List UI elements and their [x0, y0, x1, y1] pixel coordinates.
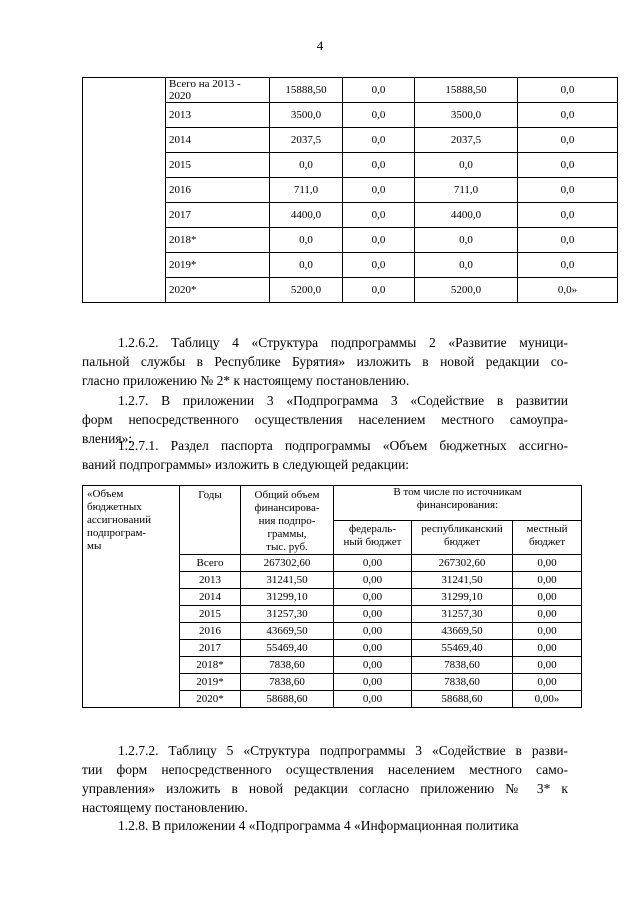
table1-value-cell: 0,0: [415, 253, 518, 278]
table2-year-cell: 2014: [180, 589, 241, 606]
text-line: 1.2.8. В приложении 4 «Подпрограмма 4 «Информационная политика: [118, 818, 519, 833]
table2-total-cell: 58688,60: [241, 691, 334, 708]
funding-table-subprogram-2: [82, 77, 618, 303]
table1-year-cell: 2015: [166, 153, 270, 178]
text-line: настоящему постановлению.: [82, 800, 248, 815]
table2-federal-cell: 0,00: [334, 589, 412, 606]
text-line: гласно приложению № 2* к настоящему постановлению.: [82, 373, 410, 388]
text-line: пальной службы в Республике Бурятия» изложить в новой редакции со-: [82, 354, 568, 369]
table2-federal-cell: 0,00: [334, 657, 412, 674]
table2-header-row: [83, 486, 582, 521]
table1-row: [83, 78, 618, 103]
table1-value-cell: 4400,0: [270, 203, 343, 228]
table2-republic-cell: 7838,60: [412, 674, 513, 691]
header-republic: республиканский бюджет: [412, 520, 513, 555]
table1-value-cell: 0,0: [518, 128, 618, 153]
table1-value-cell: 0,0: [343, 228, 415, 253]
header-local: местный бюджет: [513, 520, 582, 555]
table1-value-cell: 15888,50: [415, 78, 518, 103]
table1-value-cell: 3500,0: [270, 103, 343, 128]
table2-federal-cell: 0,00: [334, 674, 412, 691]
paragraph-1-2-8: [82, 816, 568, 835]
text-line: 1.2.7.1. Раздел паспорта подпрограммы «Объем бюджетных ассигно-: [118, 438, 568, 453]
table1-value-cell: 5200,0: [415, 278, 518, 303]
table2-total-cell: 7838,60: [241, 657, 334, 674]
table2-total-cell: 267302,60: [241, 555, 334, 572]
table2-federal-cell: 0,00: [334, 640, 412, 657]
table2-federal-cell: 0,00: [334, 691, 412, 708]
table2-total-cell: 31299,10: [241, 589, 334, 606]
table2-year-cell: 2017: [180, 640, 241, 657]
table2-republic-cell: 43669,50: [412, 623, 513, 640]
page-number: 4: [316, 38, 324, 53]
table1-value-cell: 0,0: [343, 128, 415, 153]
text-line: вления»:: [82, 431, 133, 446]
table2-local-cell: 0,00: [513, 606, 582, 623]
table2-year-cell: 2019*: [180, 674, 241, 691]
section-label-cell: «Объем бюджетных ассигнований подпрограм- мы: [83, 486, 180, 708]
header-years: Годы: [180, 486, 241, 555]
table2-year-cell: 2020*: [180, 691, 241, 708]
table2-year-cell: 2016: [180, 623, 241, 640]
text-line: форм непосредственного осуществления населением местного самоупра-: [82, 412, 568, 427]
table1-value-cell: 4400,0: [415, 203, 518, 228]
table2-republic-cell: 55469,40: [412, 640, 513, 657]
header-total: Общий объем финансирова- ния подпро- граммы, тыс. руб.: [241, 486, 334, 555]
table1-year-cell: 2018*: [166, 228, 270, 253]
table1-value-cell: 0,0: [343, 178, 415, 203]
table2-total-cell: 31241,50: [241, 572, 334, 589]
table1-value-cell: 0,0: [415, 228, 518, 253]
table2-local-cell: 0,00: [513, 640, 582, 657]
table2-total-cell: 7838,60: [241, 674, 334, 691]
table2-federal-cell: 0,00: [334, 606, 412, 623]
paragraph-1-2-7-1: [82, 436, 568, 474]
table1-blank-cell: [83, 78, 166, 303]
table2-local-cell: 0,00: [513, 623, 582, 640]
table2-total-cell: 31257,30: [241, 606, 334, 623]
table1-year-cell: 2019*: [166, 253, 270, 278]
table1-value-cell: 0,0: [518, 153, 618, 178]
text-line: 1.2.7.2. Таблицу 5 «Структура подпрограммы 3 «Содействие в разви-: [118, 743, 568, 758]
table1-value-cell: 711,0: [415, 178, 518, 203]
table1-value-cell: 5200,0: [270, 278, 343, 303]
table1-value-cell: 15888,50: [270, 78, 343, 103]
table2-total-cell: 43669,50: [241, 623, 334, 640]
table2-republic-cell: 58688,60: [412, 691, 513, 708]
table1-value-cell: 0,0: [270, 228, 343, 253]
paragraph-1-2-7-2: [82, 741, 568, 817]
table1-value-cell: 0,0: [518, 178, 618, 203]
table2-local-cell: 0,00: [513, 674, 582, 691]
table2-year-cell: 2015: [180, 606, 241, 623]
table1-value-cell: 0,0: [518, 228, 618, 253]
table2-republic-cell: 7838,60: [412, 657, 513, 674]
table1-year-cell: Всего на 2013 - 2020: [166, 78, 270, 103]
table1-value-cell: 0,0: [343, 103, 415, 128]
table2-year-cell: Всего: [180, 555, 241, 572]
table2-republic-cell: 31241,50: [412, 572, 513, 589]
table2-republic-cell: 31299,10: [412, 589, 513, 606]
table1-value-cell: 0,0: [270, 153, 343, 178]
table1-year-cell: 2017: [166, 203, 270, 228]
table2-local-cell: 0,00: [513, 657, 582, 674]
table1-value-cell: 0,0: [343, 253, 415, 278]
table2-local-cell: 0,00: [513, 589, 582, 606]
table1-year-cell: 2013: [166, 103, 270, 128]
table2-year-cell: 2013: [180, 572, 241, 589]
table1-value-cell: 711,0: [270, 178, 343, 203]
table2-federal-cell: 0,00: [334, 555, 412, 572]
table2-federal-cell: 0,00: [334, 572, 412, 589]
table1-value-cell: 0,0: [518, 253, 618, 278]
text-line: 1.2.6.2. Таблицу 4 «Структура подпрограммы 2 «Развитие муници-: [118, 335, 568, 350]
table1-value-cell: 0,0: [343, 153, 415, 178]
text-line: 1.2.7. В приложении 3 «Подпрограмма 3 «Содействие в развитии: [118, 393, 568, 408]
text-line: ваний подпрограммы» изложить в следующей редакции:: [82, 457, 410, 472]
text-line: тии форм непосредственного осуществления населением местного само-: [82, 762, 568, 777]
table2-local-cell: 0,00: [513, 572, 582, 589]
header-federal: федераль- ный бюджет: [334, 520, 412, 555]
table1-value-cell: 2037,5: [270, 128, 343, 153]
table1-year-cell: 2014: [166, 128, 270, 153]
table1-value-cell: 0,0: [343, 278, 415, 303]
header-sources: В том числе по источникам финансирования:: [334, 486, 582, 521]
table1-value-cell: 0,0: [518, 203, 618, 228]
table1-value-cell: 0,0: [270, 253, 343, 278]
funding-table-subprogram-3: [82, 485, 582, 708]
table2-local-cell: 0,00: [513, 555, 582, 572]
table2-republic-cell: 267302,60: [412, 555, 513, 572]
table2-total-cell: 55469,40: [241, 640, 334, 657]
table1-value-cell: 0,0: [343, 78, 415, 103]
table1-year-cell: 2016: [166, 178, 270, 203]
table2-year-cell: 2018*: [180, 657, 241, 674]
table1-year-cell: 2020*: [166, 278, 270, 303]
table1-value-cell: 0,0»: [518, 278, 618, 303]
table1-value-cell: 3500,0: [415, 103, 518, 128]
table1-value-cell: 0,0: [343, 203, 415, 228]
table1-value-cell: 2037,5: [415, 128, 518, 153]
table1-value-cell: 0,0: [415, 153, 518, 178]
table2-federal-cell: 0,00: [334, 623, 412, 640]
table2-republic-cell: 31257,30: [412, 606, 513, 623]
text-line: управления» изложить в новой редакции согласно приложению № 3* к: [82, 781, 568, 796]
paragraph-1-2-6-2: [82, 333, 568, 390]
table1-value-cell: 0,0: [518, 103, 618, 128]
table2-local-cell: 0,00»: [513, 691, 582, 708]
table1-value-cell: 0,0: [518, 78, 618, 103]
